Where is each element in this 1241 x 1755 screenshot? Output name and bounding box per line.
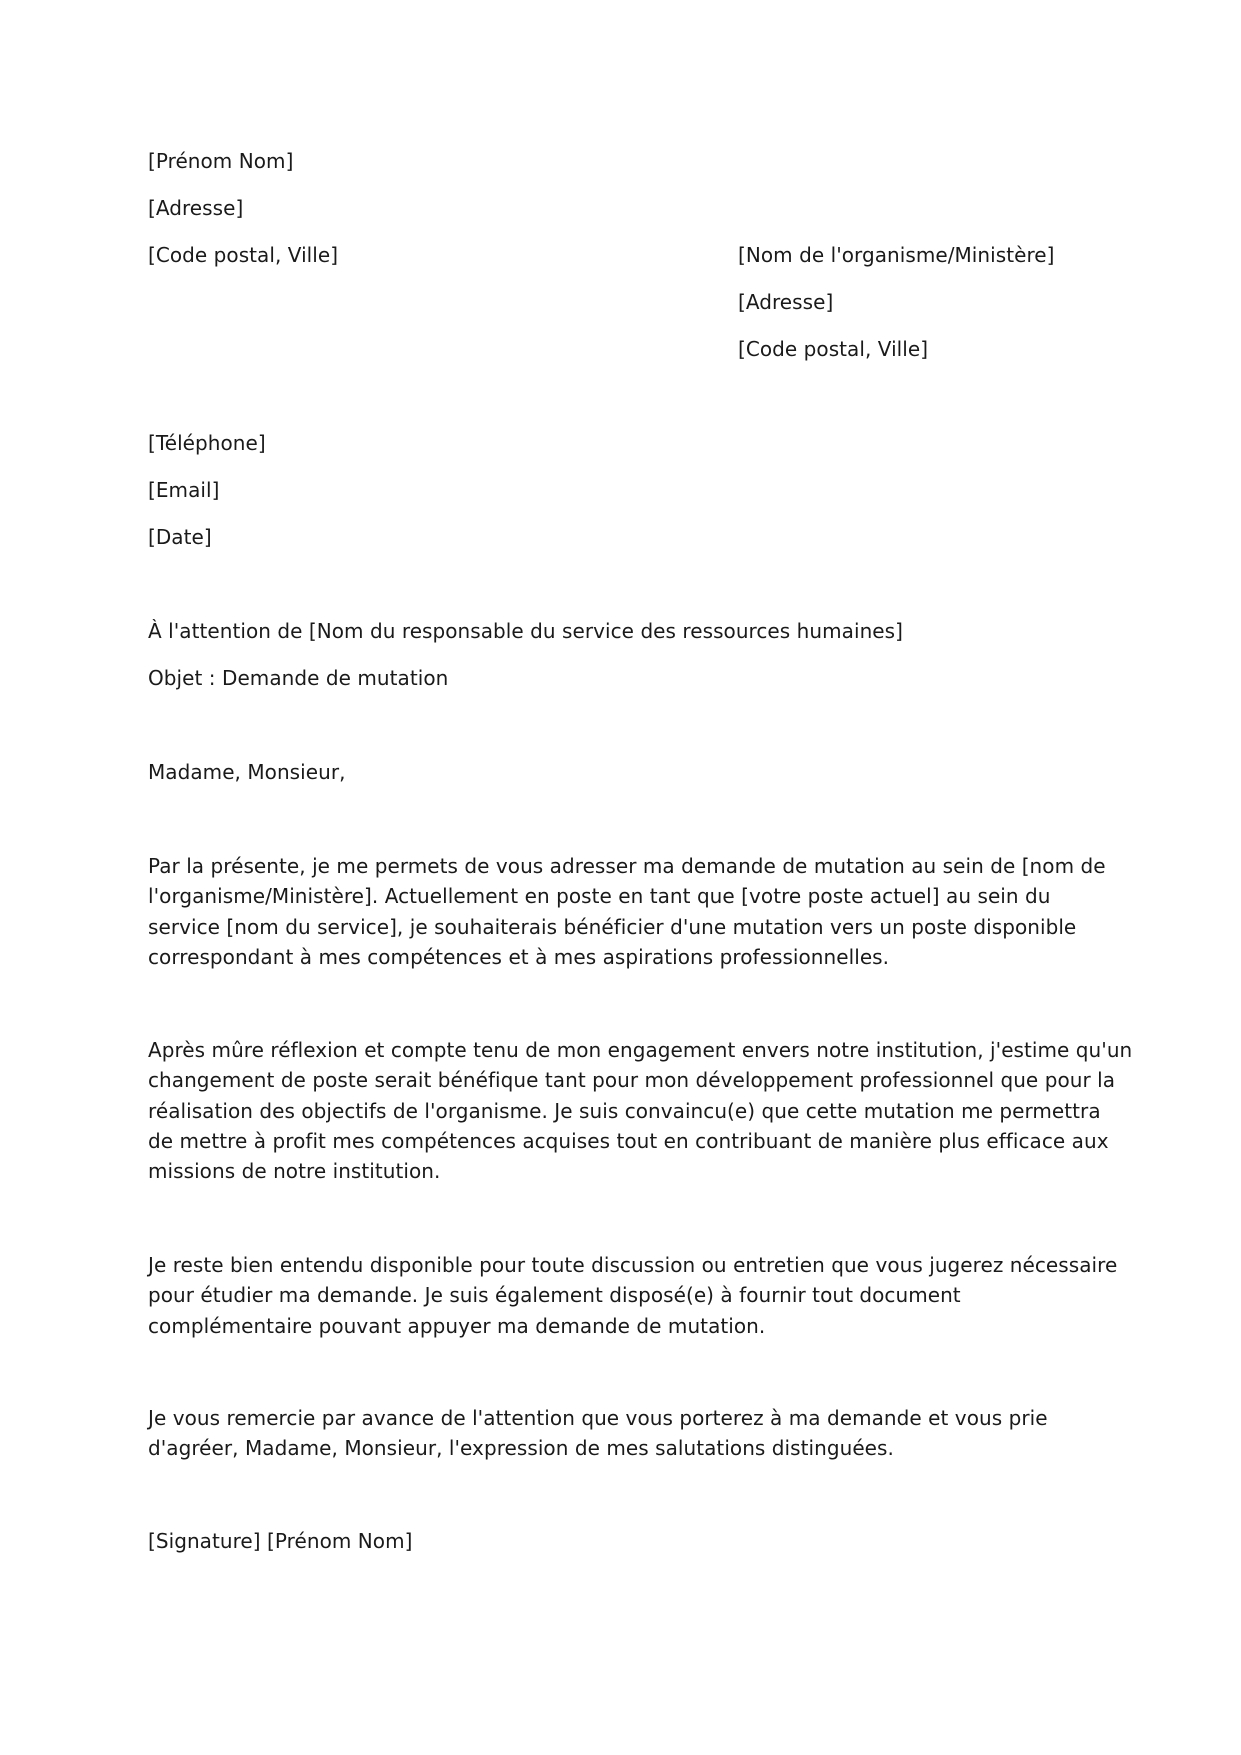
paragraph-line: missions de notre institution. [148, 1159, 441, 1184]
paragraph-line: pour étudier ma demande. Je suis également disposé(e) à fournir tout document [148, 1283, 961, 1308]
sender-city: [Code postal, Ville] [148, 243, 339, 267]
letter-date: [Date] [148, 525, 212, 549]
recipient-city: [Code postal, Ville] [738, 337, 929, 361]
paragraph-line: d'agréer, Madame, Monsieur, l'expression de mes salutations distinguées. [148, 1436, 894, 1461]
paragraph-line: complémentaire pouvant appuyer ma demande de mutation. [148, 1313, 766, 1338]
paragraph-line: Je vous remercie par avance de l'attention que vous porterez à ma demande et vous prie [148, 1406, 1048, 1430]
paragraph-line: de mettre à profit mes compétences acquises tout en contribuant de manière plus efficace aux [148, 1128, 1109, 1153]
paragraph-line: Je reste bien entendu disponible pour toute discussion ou entretien que vous jugerez nécessaire [148, 1253, 1118, 1277]
paragraph-line: réalisation des objectifs de l'organisme. Je suis convaincu(e) que cette mutation me permettra [148, 1098, 1101, 1123]
paragraph-line: l'organisme/Ministère]. Actuellement en poste en tant que [votre poste actuel] au sein du [148, 884, 1051, 909]
body-paragraph [148, 1403, 1108, 1464]
recipient-organization: [Nom de l'organisme/Ministère] [738, 243, 1055, 267]
subject-line: Objet : Demande de mutation [148, 666, 449, 690]
attention-line: À l'attention de [Nom du responsable du service des ressources humaines] [148, 619, 903, 643]
paragraph-line: service [nom du service], je souhaiterais bénéficier d'une mutation vers un poste disponible [148, 914, 1077, 939]
sender-address: [Adresse] [148, 196, 244, 220]
body-paragraph [148, 1250, 1118, 1341]
body-paragraph [148, 1035, 1133, 1186]
recipient-address: [Adresse] [738, 290, 834, 314]
paragraph-line: Après mûre réflexion et compte tenu de mon engagement envers notre institution, j'estime qu'un [148, 1038, 1133, 1062]
sender-phone: [Téléphone] [148, 431, 266, 455]
salutation: Madame, Monsieur, [148, 760, 346, 784]
paragraph-line: correspondant à mes compétences et à mes aspirations professionnelles. [148, 944, 890, 969]
sender-name: [Prénom Nom] [148, 149, 294, 173]
signature-line: [Signature] [Prénom Nom] [148, 1529, 413, 1553]
sender-email: [Email] [148, 478, 220, 502]
paragraph-line: changement de poste serait bénéfique tant pour mon développement professionnel que pour la [148, 1068, 1116, 1093]
body-paragraph [148, 851, 1108, 972]
paragraph-line: Par la présente, je me permets de vous adresser ma demande de mutation au sein de [nom de [148, 854, 1106, 878]
